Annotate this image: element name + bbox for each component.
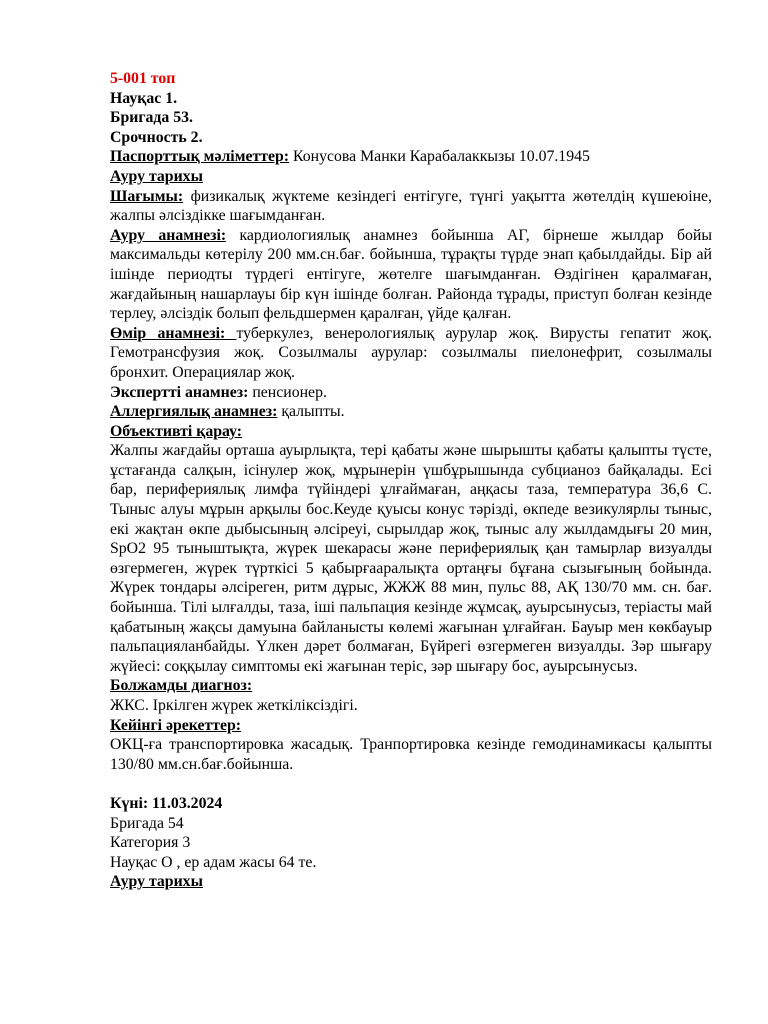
blank-line xyxy=(110,774,712,794)
anamnesis-morbi-section xyxy=(110,226,712,324)
second-record-date: Күні: 11.03.2024 xyxy=(110,794,223,812)
diagnosis-text: ЖКС. Іркілген жүрек жеткіліксіздігі. xyxy=(110,697,358,714)
passport-label: Паспорттық мәліметтер: xyxy=(110,148,290,166)
allergy-anamnesis-text: қалыпты. xyxy=(277,403,345,421)
expert-anamnesis-text: пенсионер. xyxy=(248,383,327,401)
diagnosis-label: Болжамды диагноз: xyxy=(110,677,253,695)
second-record-category: Категория 3 xyxy=(110,834,191,852)
objective-label: Объективті қарау: xyxy=(110,422,243,440)
history-title: Ауру тарихы xyxy=(110,167,203,185)
second-record-patient: Науқас О , ер адам жасы 64 те. xyxy=(110,853,317,871)
next-actions-text: ОКЦ-ға транспортировка жасадық. Транпортировка кезінде гемодинамикасы қалыпты 130/80 мм.сн.бағ.бойынша. xyxy=(110,736,712,773)
expert-anamnesis-label: Экспертті анамнез: xyxy=(110,383,249,401)
group-number: 5-001 топ xyxy=(110,70,176,87)
patient-number: Науқас 1. xyxy=(110,89,178,107)
anamnesis-morbi-label: Ауру анамнезі: xyxy=(110,226,227,244)
anamnesis-vitae-label: Өмір анамнезі: xyxy=(110,324,237,342)
urgency-level: Срочность 2. xyxy=(110,128,203,146)
anamnesis-morbi-text: кардиологиялық анамнез бойынша АГ, бірнеше жылдар бойы максимальды көтерілу 200 мм.сн.бағ. бойынша, тұрақты түрде энап қабылдайды. Бір ай ішінде периодты түрдегі ентігуге, жөтелге шағымданған. Өздігінен қаралмаған, жағдайының нашарлауы бір күн ішінде болған. Районда тұрады, приступ болған кезінде терлеу, әлсіздік болып фельдшермен қаралған, үйде қалған. xyxy=(110,226,712,323)
anamnesis-vitae-text: туберкулез, венерологиялық аурулар жоқ. Вирусты гепатит жоқ. Гемотрансфузия жоқ. Созылмалы аурулар: созылмалы пиелонефрит, созылмалы бронхит. Операциялар жоқ. xyxy=(110,324,712,381)
next-actions-label: Кейінгі әрекеттер: xyxy=(110,716,242,734)
expert-anamnesis-section xyxy=(110,383,712,403)
objective-text: Жалпы жағдайы орташа ауырлықта, тері қабаты және шырышты қабаты қалыпты түсте, ұстағанда салқын, ісінулер жоқ, мұрынерін үшбұрышында субцианоз байқалады. Есі бар, перифериялық лимфа түйіндері ұлғаймаған, аңқасы таза, температура 36,6 С. Тыныс алуы мұрын арқылы бос.Кеуде қуысы конус тәрізді, өкпеде везикулярлы тыныс, екі жақтан өкпе дыбысының әлсіреуі, сырылдар жоқ, тыныс алу жылдамдығы 20 мин, SpO2 95 тыныштықта, жүрек шекарасы және перифериялық қан тамырлар визуалды өзгермеген, жүрек түрткісі 5 қабырғааралықта ортаңғы бұғана сызығының бойында. Жүрек тондары әлсіреген, ритм дұрыс, ЖЖЖ 88 мин, пульс 88, АҚ 130/70 мм. сн. бағ. бойынша. Тілі ылғалды, таза, іші пальпация кезінде жұмсақ, ауырсынусыз, теріасты май қабатының жақсы дамуына байланысты көлемі жағынан ұлғайған. Бауыр мен көкбауыр пальпацияланбайды. Үлкен дәрет болмаған, Бүйрегі өзгермеген визуалды. Зәр шығару жүйесі: соққылау симптомы екі жағынан теріс, зәр шығару бос, ауырсынусыз. xyxy=(110,442,712,675)
passport-value: Конусова Манки Карабалаккызы 10.07.1945 xyxy=(289,148,590,166)
allergy-anamnesis-section xyxy=(110,402,712,422)
complaints-text: физикалық жүктеме кезіндегі ентігуге, түнгі уақытта жөтелдің күшеюіне, жалпы әлсіздікке шағымданған. xyxy=(110,187,712,225)
anamnesis-vitae-section xyxy=(110,324,712,383)
complaints-label: Шағымы: xyxy=(110,187,184,205)
allergy-anamnesis-label: Аллергиялық анамнез: xyxy=(110,403,278,421)
passport-section xyxy=(110,147,712,167)
complaints-section xyxy=(110,187,712,226)
second-record-history-title: Ауру тарихы xyxy=(110,873,203,891)
brigade-number: Бригада 53. xyxy=(110,109,193,127)
second-record-brigade: Бригада 54 xyxy=(110,814,184,832)
